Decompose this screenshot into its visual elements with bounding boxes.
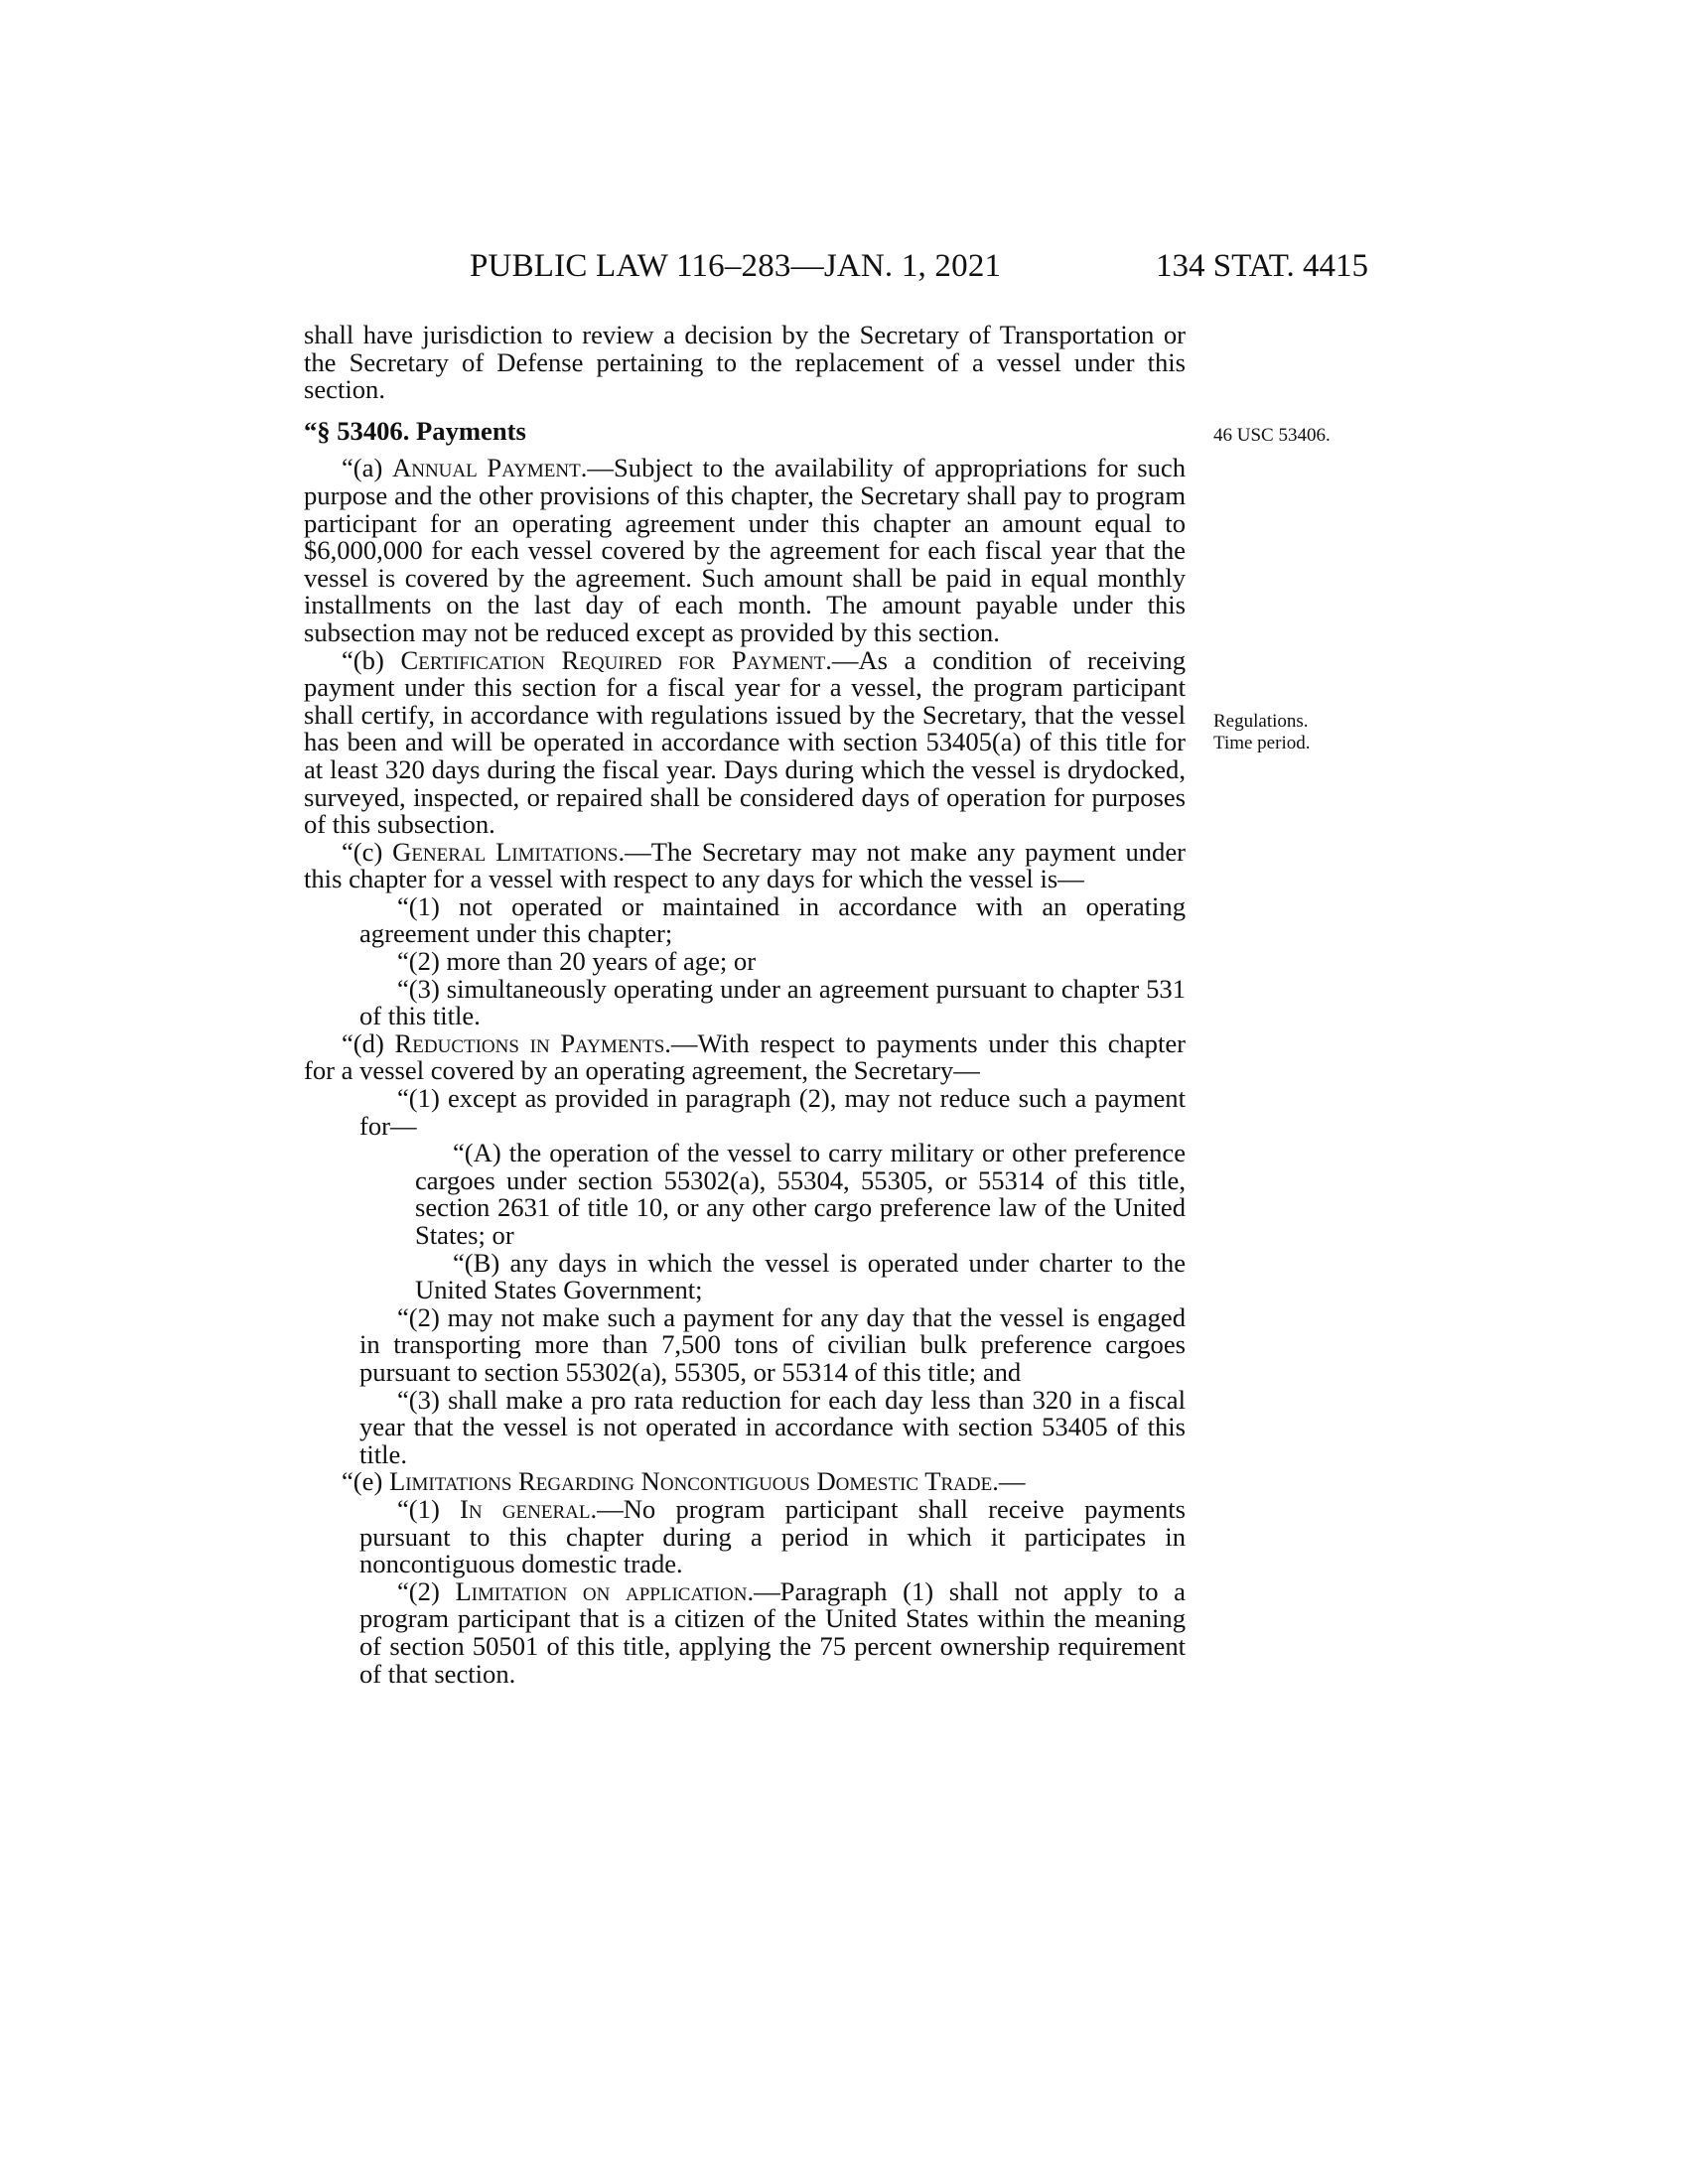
subsection-c-heading: General Limitations: [392, 836, 619, 867]
subsection-e-text: .—: [992, 1466, 1026, 1497]
paragraph-e2-heading: Limitation on application: [455, 1575, 748, 1606]
subsection-a-prefix: “(a): [342, 453, 393, 483]
paragraph-e1-heading: In general: [460, 1493, 591, 1524]
section-heading: “§ 53406. Payments: [304, 415, 526, 446]
margin-note-regulations: [1213, 711, 1310, 754]
subsection-a-heading: Annual Payment: [392, 453, 581, 483]
subparagraph-d1A: “(A) the operation of the vessel to carry military or other preference cargoes under section 55302(a), 55304, 55305, or 55314 of this title, section 2631 of title 10, or any other cargo preference law of the United States; or: [415, 1138, 1186, 1250]
paragraph-e2: [304, 1575, 1186, 1689]
paragraph-e2-prefix: “(2): [397, 1575, 456, 1606]
paragraph-c1: “(1) not operated or maintained in accordance with an operating agreement under this chapter;: [359, 890, 1186, 949]
subsection-a: [304, 455, 1186, 646]
subparagraph-d1B: “(B) any days in which the vessel is operated under charter to the United States Government;: [415, 1247, 1186, 1305]
subsection-d: [304, 1027, 1186, 1086]
statute-body: [304, 322, 1186, 1688]
subsection-b-prefix: “(b): [342, 644, 401, 675]
paragraph-d2: “(2) may not make such a payment for any day that the vessel is engaged in transporting more than 7,500 tons of civilian bulk preference cargoes pursuant to section 55302(a), 55305, or 55314 of this title; and: [359, 1301, 1186, 1387]
paragraph-e1: [304, 1493, 1186, 1579]
subsection-e-heading: Limitations Regarding Noncontiguous Domestic Trade: [388, 1466, 993, 1497]
margin-note-regulations-label: Regulations.: [1213, 711, 1309, 732]
subsection-b: [304, 644, 1186, 840]
subsection-e-prefix: “(e): [342, 1466, 389, 1497]
paragraph-e2-text: .—Paragraph (1) shall not apply to a program participant that is a citizen of the United States within the meaning of section 50501 of this title, applying the 75 percent ownership requirement of that section.: [359, 1575, 1186, 1689]
subsection-c-prefix: “(c): [342, 836, 393, 867]
subsection-e: [304, 1468, 1186, 1496]
continued-paragraph: shall have jurisdiction to review a decision by the Secretary of Transportation or the Secretary of Defense pertaining to the replacement of a vessel under this section.: [304, 320, 1186, 405]
subsection-c-text: .—The Secretary may not make any payment under this chapter for a vessel with respect to any days for which the vessel is—: [304, 836, 1187, 894]
subsection-d-heading: Reductions in Payments: [394, 1027, 665, 1058]
statute-page-number: 134 STAT. 4415: [1156, 248, 1369, 284]
subsection-c: [304, 836, 1187, 894]
margin-note-usc: 46 USC 53406.: [1213, 425, 1331, 446]
subsection-b-heading: Certification Required for Payment: [400, 644, 826, 675]
subsection-b-text: .—As a condition of receiving payment under this section for a fiscal year for a vessel, the program participant shall certify, in accordance with regulations issued by the Secretary, that the vessel has been and will be operated in accordance with section 53405(a) of this title for at least 320 days during the fiscal year. Days during which the vessel is drydocked, surveyed, inspected, or repaired shall be considered days of operation for purposes of this subsection.: [304, 644, 1186, 840]
paragraph-d3: “(3) shall make a pro rata reduction for each day less than 320 in a fiscal year that the vessel is not operated in accordance with section 53405 of this title.: [359, 1384, 1186, 1469]
subsection-d-text: .—With respect to payments under this chapter for a vessel covered by an operating agreement, the Secretary—: [304, 1027, 1186, 1086]
paragraph-e1-text: .—No program participant shall receive payments pursuant to this chapter during a period in which it participates in noncontiguous domestic trade.: [359, 1493, 1186, 1579]
public-law-title: PUBLIC LAW 116–283—JAN. 1, 2021: [470, 248, 1002, 284]
subsection-d-prefix: “(d): [342, 1027, 395, 1058]
paragraph-e1-prefix: “(1): [397, 1493, 461, 1524]
subsection-a-text: .—Subject to the availability of appropriations for such purpose and the other provisions of this chapter, the Secretary shall pay to program participant for an operating agreement under this chapter an amount equal to $6,000,000 for each vessel covered by the agreement for each fiscal year that the vessel is covered by the agreement. Such amount shall be paid in equal monthly installments on the last day of each month. The amount payable under this subsection may not be reduced except as provided by this section.: [304, 453, 1186, 647]
paragraph-c2: “(2) more than 20 years of age; or: [397, 946, 757, 977]
paragraph-c3: “(3) simultaneously operating under an agreement pursuant to chapter 531 of this title.: [359, 973, 1186, 1031]
paragraph-d1: “(1) except as provided in paragraph (2), may not reduce such a payment for—: [359, 1083, 1186, 1141]
margin-note-time-period-label: Time period.: [1213, 733, 1311, 753]
